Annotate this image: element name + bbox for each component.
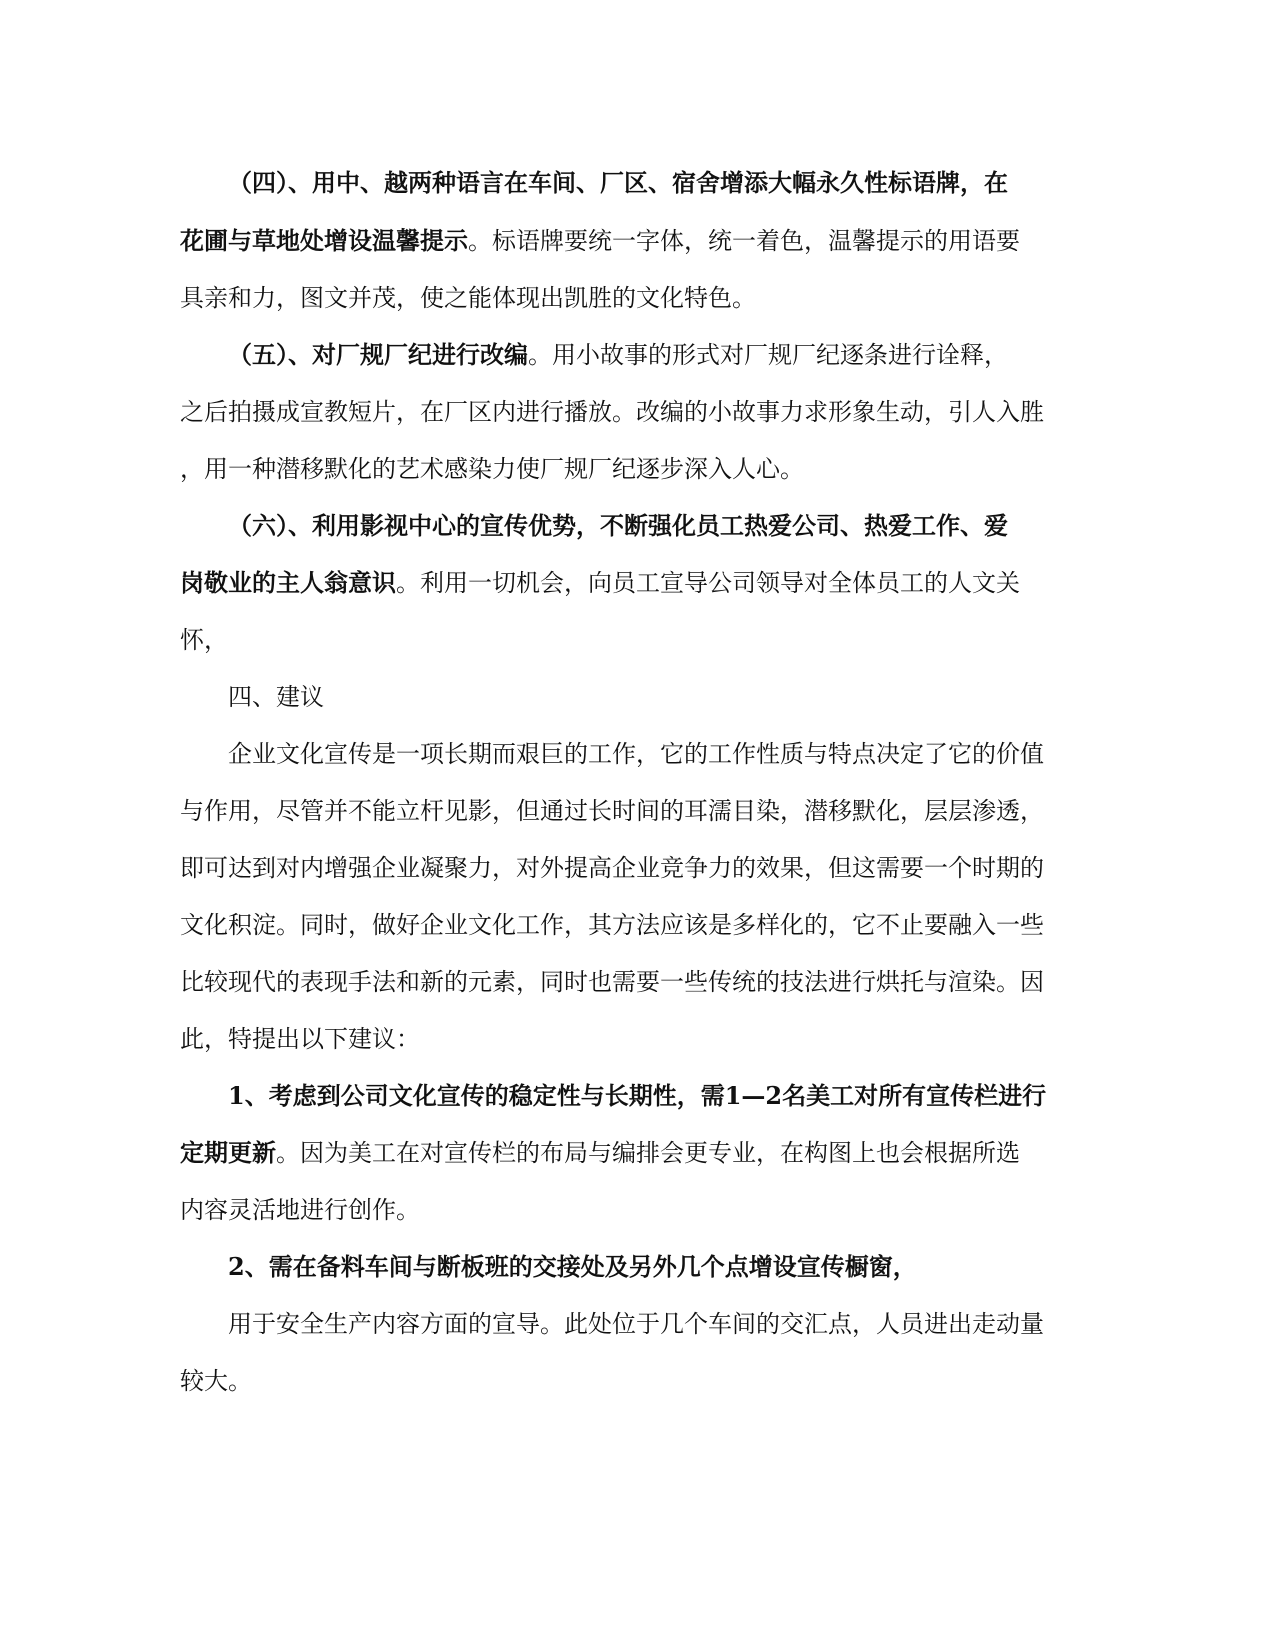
text-line: 之后拍摄成宣教短片，在厂区内进行播放。改编的小故事力求形象生动，引人入胜: [180, 398, 1044, 426]
text-line: 岗敬业的主人翁意识。利用一切机会，向员工宣导公司领导对全体员工的人文关: [180, 568, 1020, 597]
text-line: 即可达到对内增强企业凝聚力，对外提高企业竞争力的效果，但这需要一个时期的: [180, 854, 1044, 882]
text-line: （四）、用中、越两种语言在车间、厂区、宿舍增添大幅永久性标语牌，在: [228, 168, 1008, 197]
text-line: 怀，: [180, 626, 228, 654]
text-line: 此，特提出以下建议：: [180, 1025, 420, 1053]
text-line: 企业文化宣传是一项长期而艰巨的工作，它的工作性质与特点决定了它的价值: [228, 740, 1044, 768]
text-line: 具亲和力，图文并茂，使之能体现出凯胜的文化特色。: [180, 284, 756, 312]
text-line: 2、需在备料车间与断板班的交接处及另外几个点增设宣传橱窗，: [228, 1252, 917, 1281]
text-line: 用于安全生产内容方面的宣导。此处位于几个车间的交汇点，人员进出走动量: [228, 1310, 1044, 1338]
text-line: （六）、利用影视中心的宣传优势，不断强化员工热爱公司、热爱工作、爱: [228, 511, 1008, 540]
text-line: 比较现代的表现手法和新的元素，同时也需要一些传统的技法进行烘托与渲染。因: [180, 968, 1044, 996]
text-line: ，用一种潜移默化的艺术感染力使厂规厂纪逐步深入人心。: [180, 455, 804, 483]
text-line: 内容灵活地进行创作。: [180, 1196, 420, 1224]
text-line: 花圃与草地处增设温馨提示。标语牌要统一字体，统一着色，温馨提示的用语要: [180, 226, 1020, 255]
text-line: 1、考虑到公司文化宣传的稳定性与长期性，需1—2名美工对所有宣传栏进行: [228, 1081, 1047, 1110]
section-heading: 四、建议: [228, 683, 324, 711]
text-line: 定期更新。因为美工在对宣传栏的布局与编排会更专业，在构图上也会根据所选: [180, 1138, 1020, 1167]
text-line: 与作用，尽管并不能立杆见影，但通过长时间的耳濡目染，潜移默化，层层渗透，: [180, 797, 1044, 825]
text-line: 较大。: [180, 1367, 252, 1395]
text-line: 文化积淀。同时，做好企业文化工作，其方法应该是多样化的，它不止要融入一些: [180, 911, 1044, 939]
text-line: （五）、对厂规厂纪进行改编。用小故事的形式对厂规厂纪逐条进行诠释，: [228, 340, 1008, 369]
